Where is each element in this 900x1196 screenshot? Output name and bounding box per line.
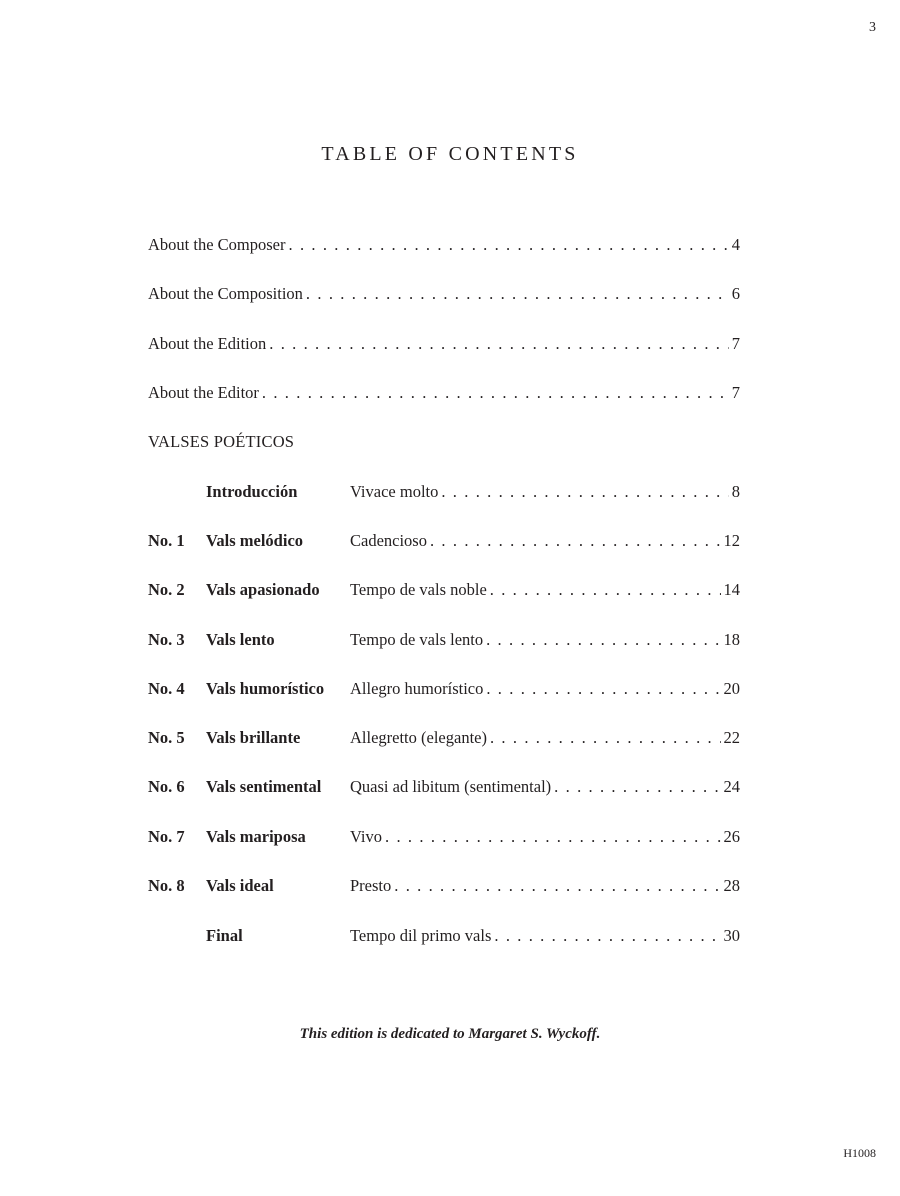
dot-leader [490, 580, 721, 600]
waltz-number: No. 7 [148, 827, 185, 846]
toc-entry-page: 7 [731, 383, 740, 402]
dot-leader [486, 679, 720, 699]
toc-entry-label: About the Editor [148, 383, 259, 402]
toc-entry-label: About the Composer [148, 235, 286, 254]
waltz-tempo: Allegretto (elegante) [350, 728, 487, 747]
page-title: TABLE OF CONTENTS [321, 143, 579, 165]
waltz-page: 24 [723, 777, 740, 796]
waltz-page: 14 [723, 580, 740, 599]
dot-leader [269, 334, 729, 354]
dot-leader [554, 777, 720, 797]
section-heading: VALSES POÉTICOS [148, 432, 295, 451]
waltz-name: Introducción [206, 482, 298, 501]
dot-leader [490, 728, 721, 748]
waltz-name: Vals apasionado [206, 580, 320, 599]
waltz-tempo: Tempo dil primo vals [350, 926, 492, 945]
waltz-page: 30 [723, 926, 740, 945]
waltz-name: Vals sentimental [206, 777, 322, 796]
toc-entry-page: 4 [731, 235, 740, 254]
waltz-tempo: Quasi ad libitum (sentimental) [350, 777, 552, 796]
dedication: This edition is dedicated to Margaret S. Wyckoff. [299, 1026, 601, 1042]
toc-entry-page: 7 [731, 334, 740, 353]
toc-entry-waltz[interactable] [148, 580, 740, 604]
toc-entry-waltz[interactable] [148, 728, 740, 752]
waltz-page: 22 [723, 728, 740, 747]
waltz-tempo: Tempo de vals noble [350, 580, 487, 599]
toc-entry-waltz[interactable] [148, 679, 740, 703]
waltz-page: 20 [723, 679, 740, 698]
toc-entry-about-editor[interactable] [148, 383, 740, 407]
waltz-tempo: Allegro humorístico [350, 679, 484, 698]
waltz-name: Final [206, 926, 243, 945]
toc-entry-label: About the Edition [148, 334, 267, 353]
waltz-page: 12 [723, 531, 740, 550]
toc-entry-label: About the Composition [148, 284, 303, 303]
waltz-name: Vals lento [206, 630, 275, 649]
waltz-name: Vals brillante [206, 728, 301, 747]
waltz-name: Vals ideal [206, 876, 274, 895]
waltz-number: No. 5 [148, 728, 185, 747]
toc-entry-page: 6 [731, 284, 740, 303]
toc-entry-about-composer[interactable] [148, 235, 740, 259]
waltz-page: 8 [731, 482, 740, 501]
dot-leader [494, 926, 720, 946]
dot-leader [394, 876, 720, 896]
waltz-page: 18 [723, 630, 740, 649]
dot-leader [430, 531, 721, 551]
waltz-tempo: Vivo [350, 827, 383, 846]
toc-entry-waltz[interactable] [148, 876, 740, 900]
dot-leader [385, 827, 720, 847]
dot-leader [306, 284, 729, 304]
page-number: 3 [869, 20, 876, 35]
waltz-number: No. 2 [148, 580, 185, 599]
toc-entry-waltz[interactable] [148, 630, 740, 654]
toc-entry-about-composition[interactable] [148, 284, 740, 308]
waltz-tempo: Cadencioso [350, 531, 427, 550]
dot-leader [441, 482, 728, 502]
toc-entry-waltz[interactable] [148, 926, 740, 950]
waltz-name: Vals mariposa [206, 827, 306, 846]
waltz-number: No. 6 [148, 777, 185, 796]
waltz-tempo: Presto [350, 876, 392, 895]
toc-entry-waltz[interactable] [148, 827, 740, 851]
toc-entry-waltz[interactable] [148, 777, 740, 801]
waltz-tempo: Vivace molto [350, 482, 439, 501]
toc-entry-about-edition[interactable] [148, 334, 740, 358]
waltz-number: No. 1 [148, 531, 185, 550]
waltz-tempo: Tempo de vals lento [350, 630, 484, 649]
waltz-number: No. 3 [148, 630, 185, 649]
dot-leader [289, 235, 729, 255]
dot-leader [486, 630, 720, 650]
waltz-number: No. 4 [148, 679, 185, 698]
waltz-number: No. 8 [148, 876, 185, 895]
catalog-code: H1008 [843, 1146, 876, 1160]
waltz-name: Vals humorístico [206, 679, 325, 698]
toc-entry-waltz[interactable] [148, 531, 740, 555]
waltz-name: Vals melódico [206, 531, 304, 550]
dot-leader [262, 383, 729, 403]
waltz-page: 26 [723, 827, 740, 846]
waltz-page: 28 [723, 876, 740, 895]
toc-entry-waltz[interactable] [148, 482, 740, 506]
